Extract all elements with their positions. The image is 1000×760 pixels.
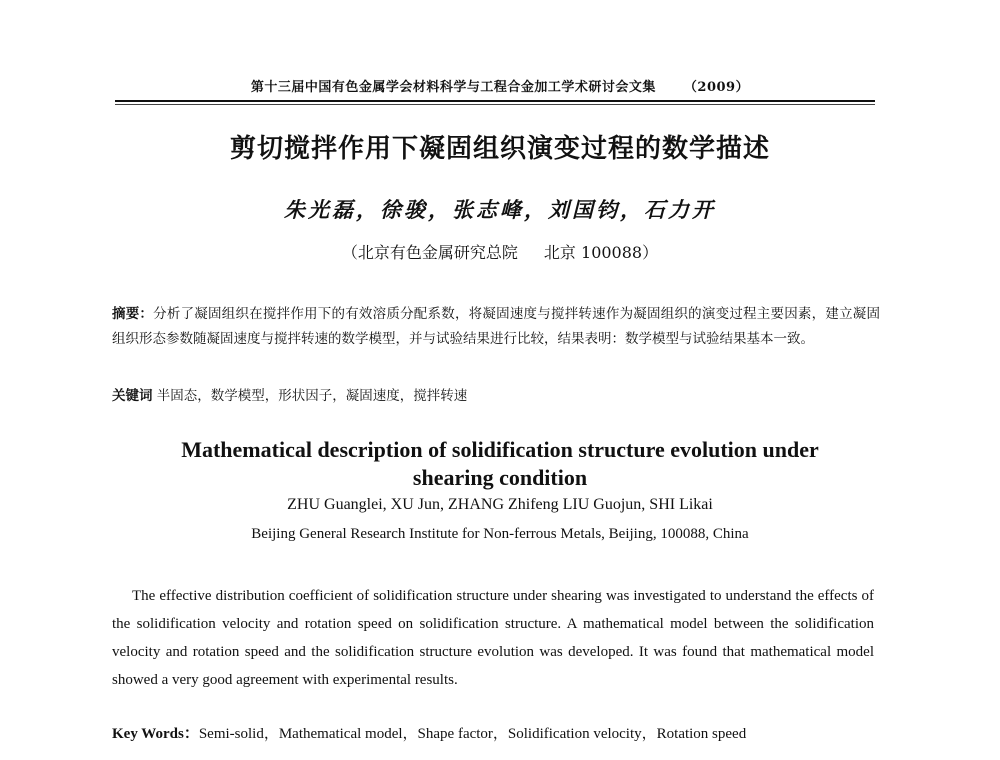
keywords-en-text: Semi-solid，Mathematical model，Shape factor，Solidification velocity，Rotation speed	[198, 726, 747, 742]
header-rule-thick	[115, 100, 875, 102]
abstract-en: The effective distribution coefficient of solidification structure under shearing was investigated to understand the effects of the solidification velocity and rotation speed on solidification structure. A mathematical model between the solidification velocity and rotation speed and the solidification structure evolution was developed. It was found that mathematical model showed a very good agreement with experimental results.	[112, 588, 874, 688]
affiliation-cn	[0, 240, 1000, 263]
authors-en: ZHU Guanglei, XU Jun, ZHANG Zhifeng LIU Guojun, SHI Likai	[287, 496, 713, 513]
proceedings-year: （2009）	[683, 80, 750, 95]
abstract-cn-label: 摘要：	[112, 306, 154, 322]
paper-title-cn: 剪切搅拌作用下凝固组织演变过程的数学描述	[229, 134, 770, 164]
keywords-cn-text: 半固态，数学模型，形状因子，凝固速度，搅拌转速	[156, 388, 468, 404]
abstract-cn-text: 分析了凝固组织在搅拌作用下的有效溶质分配系数，将凝固速度与搅拌转速作为凝固组织的演变过程主要因素，建立凝固组织形态参数随凝固速度与搅拌转速的数学模型，并与试验结果进行比较，结果表明：数学模型与试验结果基本一致。	[112, 306, 881, 347]
header-rule-thin	[115, 104, 875, 105]
keywords-en	[112, 722, 882, 743]
paper-title-en: Mathematical description of solidification structure evolution under shearing condition	[181, 437, 819, 490]
proceedings-name: 第十三届中国有色金属学会材料科学与工程合金加工学术研讨会文集	[250, 80, 656, 95]
keywords-en-label: Key Words：	[112, 726, 199, 742]
authors-cn: 朱光磊，徐骏，张志峰，刘国钧，石力开	[284, 197, 716, 222]
affiliation-cn-city: 北京 100088）	[543, 243, 659, 262]
keywords-cn	[112, 384, 880, 404]
keywords-cn-label: 关键词	[112, 388, 153, 404]
proceedings-header	[0, 76, 1000, 95]
abstract-cn	[112, 302, 880, 352]
affiliation-cn-institute: （北京有色金属研究总院	[341, 243, 518, 262]
affiliation-en: Beijing General Research Institute for Non-ferrous Metals, Beijing, 100088, China	[251, 526, 749, 542]
